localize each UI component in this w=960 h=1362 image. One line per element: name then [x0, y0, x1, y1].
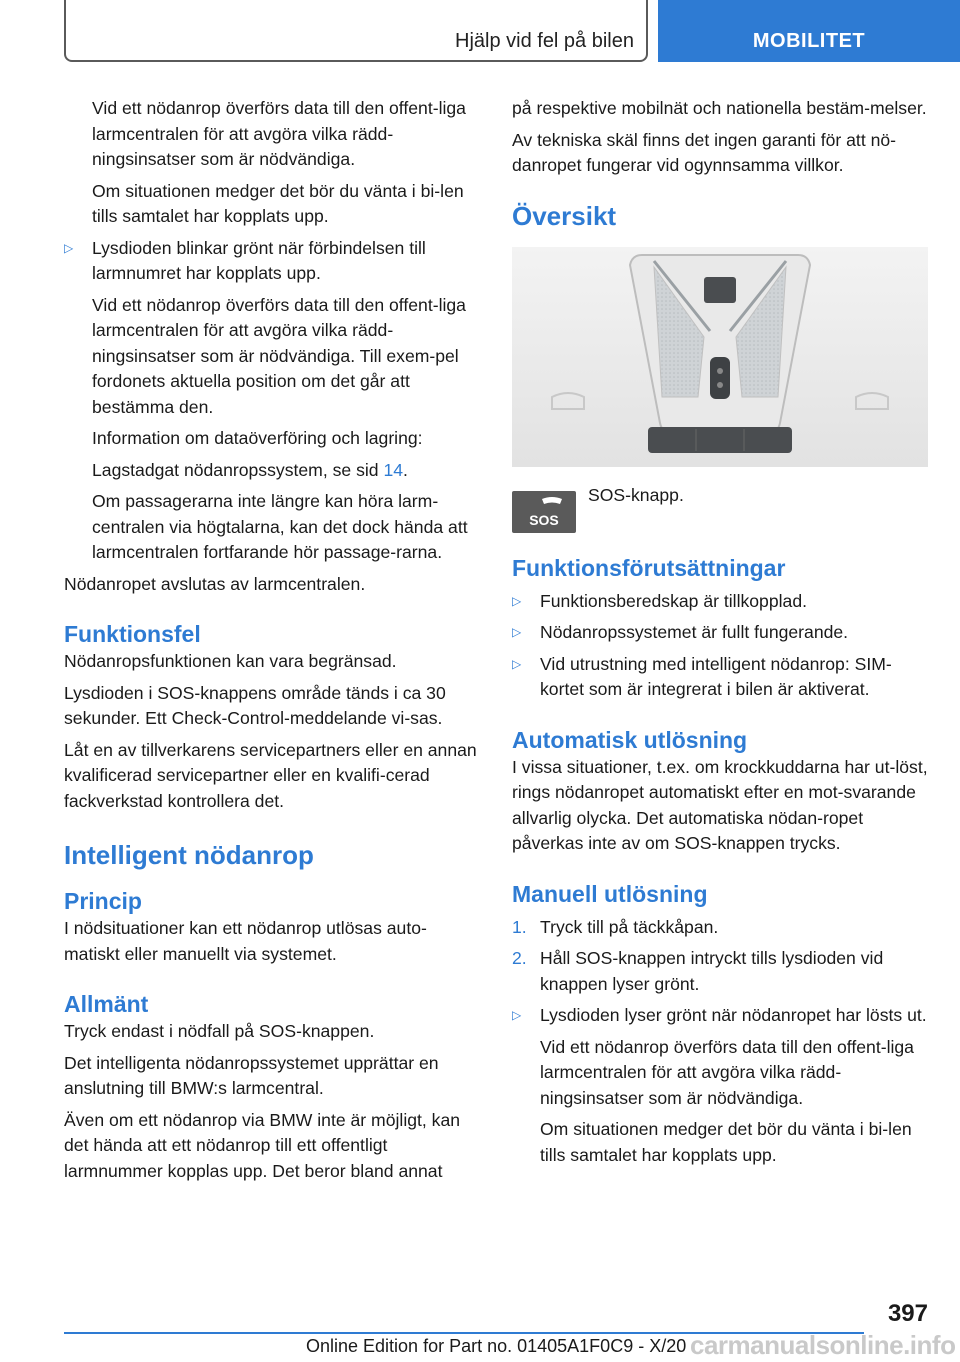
paragraph: I vissa situationer, t.ex. om krockkuddarna har ut-löst, rings nödanropet automatiskt efter en mot-svarande allvarlig olycka. Det automatiska nödan-ropet påverkas inte av om SOS-knappen trycks. [512, 756, 928, 853]
overhead-console-illustration [512, 247, 928, 467]
heading-princip: Princip [64, 888, 142, 914]
sos-icon-label: SOS [529, 511, 559, 528]
page-number: 397 [887, 1300, 928, 1327]
bullet-detail-paragraph: Information om dataöverföring och lagring: [92, 428, 423, 448]
header-section-box [64, 0, 648, 62]
heading-oversikt: Översikt [512, 200, 617, 231]
step-number: 1. [512, 916, 527, 937]
heading-intelligent-nodanrop: Intelligent nödanrop [64, 840, 314, 870]
header-section-title: Hjälp vid fel på bilen [455, 30, 634, 52]
step-text: Håll SOS-knappen intryckt tills lysdioden vid knappen lyser grönt. [540, 948, 884, 994]
list-item [512, 620, 928, 646]
numbered-step [512, 946, 928, 997]
footer-edition: Online Edition for Part no. 01405A1F0C9 - X/20 [306, 1336, 687, 1356]
right-column [512, 96, 928, 1168]
overhead-console-image [512, 247, 928, 467]
page-link[interactable]: 14 [383, 459, 404, 480]
paragraph: Lysdioden i SOS-knappens område tänds i ca 30 sekunder. Ett Check-Control-meddelande vi-sas. [64, 682, 446, 728]
header-chapter-tab [658, 0, 960, 62]
bullet-triangle-icon: ▷ [512, 656, 522, 671]
bullet-text: Lysdioden blinkar grönt när förbindelsen till larmnumret har kopplats upp. [92, 237, 426, 283]
punctuation: . [403, 459, 408, 480]
footer-watermark: carmanualsonline.info [690, 1330, 956, 1360]
bullet-detail-paragraph: Om passagerarna inte längre kan höra larm-centralen via högtalarna, kan det dock hända att larmcentralen fortfarande hör passage-rarna. [92, 491, 468, 562]
paragraph: Nödanropet avslutas av larmcentralen. [64, 573, 366, 594]
step-number: 2. [512, 948, 527, 968]
bullet-triangle-icon: ▷ [64, 240, 74, 255]
left-column [64, 96, 480, 1184]
sos-button-icon [512, 491, 576, 533]
paragraph: Även om ett nödanrop via BMW inte är möjligt, kan det hända att ett nödanrop till ett offentligt larmnummer kopplas upp. Det beror bland annat [64, 1109, 461, 1181]
left-intro-paragraph-1: Vid ett nödanrop överförs data till den offent-liga larmcentralen för att avgöra vilka rädd-ningsinsatser som är nödvändiga. [92, 98, 466, 169]
list-item [512, 1003, 928, 1029]
bullet-detail-paragraph: Vid ett nödanrop överförs data till den offent-liga larmcentralen för att avgöra vilka rädd-ningsinsatser som är nödvändiga. Till exem-pel fordonets aktuella position om det går att bestämma den. [92, 294, 466, 417]
list-item [64, 236, 480, 287]
list-item-text: Nödanropssystemet är fullt fungerande. [540, 622, 849, 642]
paragraph: Det intelligenta nödanropssystemet upprättar en anslutning till BMW:s larmcentral. [64, 1052, 439, 1098]
list-item-text: Vid utrustning med intelligent nödanrop: SIM-kortet som är integrerat i bilen är aktiverat. [540, 653, 892, 699]
bullet-triangle-icon: ▷ [512, 625, 522, 639]
paragraph: Nödanropsfunktionen kan vara begränsad. [64, 651, 397, 671]
left-intro-paragraph-2: Om situationen medger det bör du vänta i bi-len tills samtalet har kopplats upp. [92, 180, 464, 226]
list-item [512, 652, 928, 703]
heading-allmant: Allmänt [64, 991, 149, 1017]
paragraph: I nödsituationer kan ett nödanrop utlösas auto-matiskt eller manuellt via systemet. [64, 918, 427, 964]
sos-button-legend [512, 483, 928, 545]
list-item-text: Lysdioden lyser grönt när nödanropet har lösts ut. [540, 1005, 927, 1025]
reference-text: Lagstadgat nödanropssystem, se sid [92, 459, 384, 480]
paragraph: Tryck endast i nödfall på SOS-knappen. [64, 1021, 375, 1041]
step-text: Tryck till på täckkåpan. [540, 916, 719, 937]
bullet-triangle-icon: ▷ [512, 593, 522, 608]
bullet-detail-paragraph: Om situationen medger det bör du vänta i bi-len tills samtalet har kopplats upp. [540, 1119, 912, 1165]
header-chapter-title: MOBILITET [752, 30, 866, 52]
bullet-triangle-icon: ▷ [512, 1008, 522, 1022]
paragraph: Av tekniska skäl finns det ingen garanti för att nö-danropet fungerar vid ogynnsamma villkor. [512, 129, 897, 175]
sos-phone-icon [512, 491, 576, 533]
numbered-step [512, 915, 928, 941]
bullet-detail-paragraph: Vid ett nödanrop överförs data till den offent-liga larmcentralen för att avgöra vilka rädd-ningsinsatser som är nödvändiga. [540, 1036, 914, 1108]
heading-automatisk-utlosning: Automatisk utlösning [512, 726, 748, 753]
list-item-text: Funktionsberedskap är tillkopplad. [540, 590, 807, 611]
paragraph: Låt en av tillverkarens servicepartners eller en annan kvalificerad servicepartner eller en kvalifi-cerad fackverkstad kontrollera det. [64, 739, 477, 811]
sos-caption: SOS-knapp. [588, 484, 684, 505]
heading-funktionsforutsattningar: Funktionsförutsättningar [512, 554, 786, 581]
list-item [512, 589, 928, 615]
heading-manuell-utlosning: Manuell utlösning [512, 880, 708, 907]
heading-funktionsfel: Funktionsfel [64, 621, 201, 647]
paragraph: på respektive mobilnät och nationella bestäm-melser. [512, 98, 927, 118]
bullet-detail-paragraph [64, 458, 480, 484]
